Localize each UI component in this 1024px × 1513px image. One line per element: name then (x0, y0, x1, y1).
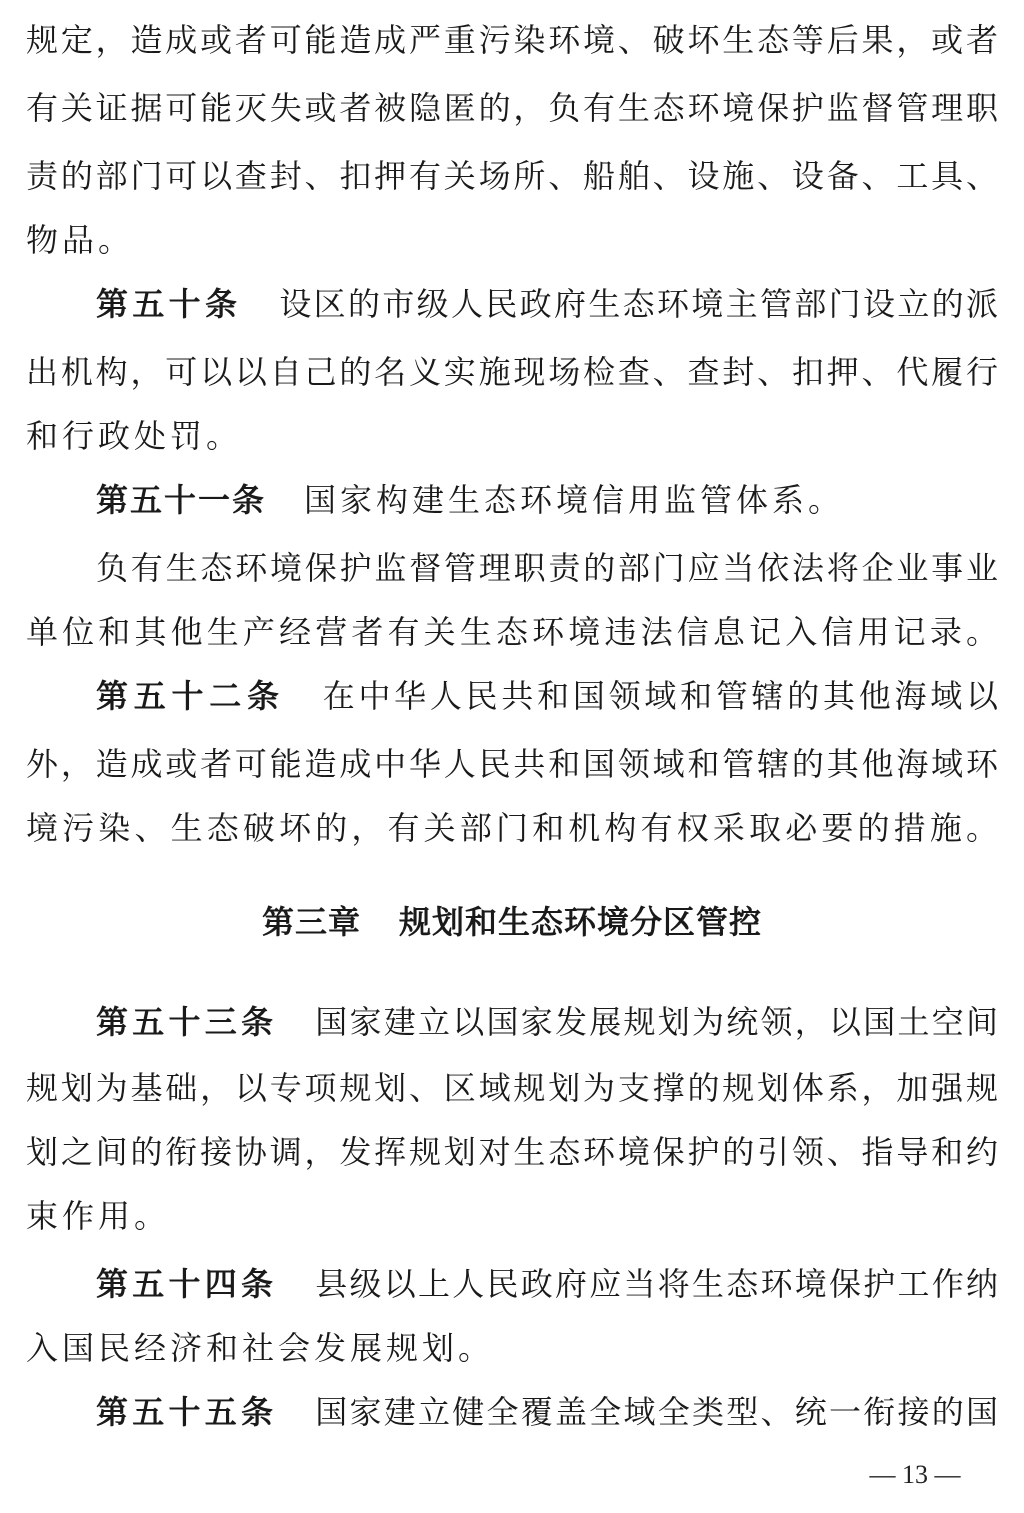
article-52-text: 在中华人民共和国领域和管辖的其他海域以 (322, 677, 998, 715)
text-line: 出机构，可以以自己的名义实施现场检查、查封、扣押、代履行 (26, 353, 998, 391)
text-line: 规定，造成或者可能造成严重污染环境、破坏生态等后果，或者 (26, 21, 998, 59)
article-51-first-line (96, 480, 998, 520)
article-54-first-line (96, 1264, 998, 1304)
text-line: 物品。 (26, 221, 135, 259)
page-number: — 13 — (869, 1460, 961, 1489)
text-line: 束作用。 (26, 1197, 171, 1235)
text-line: 有关证据可能灭失或者被隐匿的，负有生态环境保护监督管理职 (26, 89, 998, 127)
article-53-label: 第五十三条 (96, 1003, 278, 1041)
chapter-heading (0, 902, 1024, 942)
article-53-first-line (96, 1002, 998, 1042)
article-50-text: 设区的市级人民政府生态环境主管部门设立的派 (279, 285, 998, 323)
text-line: 规划为基础，以专项规划、区域规划为支撑的规划体系，加强规 (26, 1069, 998, 1107)
article-55-first-line (96, 1392, 998, 1432)
article-55-label: 第五十五条 (96, 1393, 278, 1431)
text-line: 责的部门可以查封、扣押有关场所、船舶、设施、设备、工具、 (26, 157, 998, 195)
article-55-text: 国家建立健全覆盖全域全类型、统一衔接的国 (315, 1393, 998, 1431)
article-52-label: 第五十二条 (96, 677, 285, 715)
article-52-first-line (96, 676, 998, 716)
article-54-label: 第五十四条 (96, 1265, 278, 1303)
chapter-number: 第三章 (261, 903, 361, 941)
text-line: 单位和其他生产经营者有关生态环境违法信息记入信用记录。 (26, 613, 998, 651)
text-line: 划之间的衔接协调，发挥规划对生态环境保护的引领、指导和约 (26, 1133, 998, 1171)
text-line: 负有生态环境保护监督管理职责的部门应当依法将企业事业 (96, 549, 998, 587)
article-50-first-line (96, 284, 998, 324)
text-line: 境污染、生态破坏的，有关部门和机构有权采取必要的措施。 (26, 809, 998, 847)
text-line: 和行政处罚。 (26, 417, 243, 455)
article-51-text: 国家构建生态环境信用监管体系。 (304, 481, 845, 519)
article-53-text: 国家建立以国家发展规划为统领，以国土空间 (315, 1003, 998, 1041)
article-51-label: 第五十一条 (96, 481, 267, 519)
text-line: 外，造成或者可能造成中华人民共和国领域和管辖的其他海域环 (26, 745, 998, 783)
chapter-title: 规划和生态环境分区管控 (399, 903, 763, 941)
article-50-label: 第五十条 (96, 285, 242, 323)
text-line: 入国民经济和社会发展规划。 (26, 1329, 495, 1367)
article-54-text: 县级以上人民政府应当将生态环境保护工作纳 (315, 1265, 998, 1303)
